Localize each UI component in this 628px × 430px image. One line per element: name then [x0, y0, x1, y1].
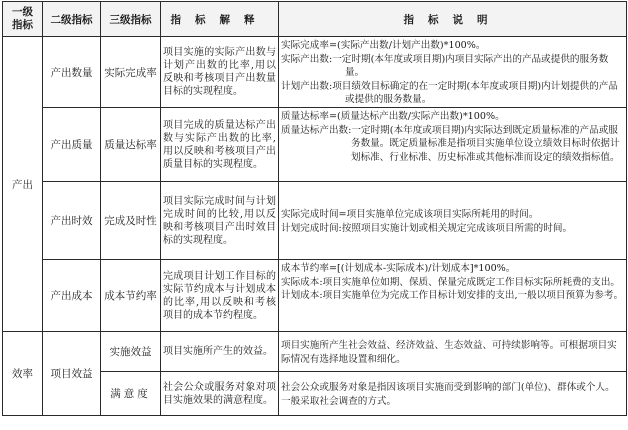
group-efficiency: 效率	[3, 332, 43, 416]
table-header-row	[3, 2, 627, 37]
explanation-cell	[279, 372, 627, 416]
definition-cell: 项目实施所产生的效益。	[161, 332, 279, 372]
level2-cell: 产出成本	[43, 260, 101, 332]
definition-cell: 项目实施的实际产出数与计划产出数的比率,用以反映和考核项目产出数量目标的实现程度。	[161, 37, 279, 108]
level3-cell: 实施效益	[101, 332, 161, 372]
table-row	[3, 260, 627, 332]
table-row	[3, 332, 627, 372]
explanation-cell	[279, 37, 627, 108]
indicator-table	[2, 1, 627, 416]
explanation-line: 质量达标产出数:一定时期(本年度或项目期)内实际达到既定质量标准的产品或服务数量。既定质量标准是指项目实施单位设立绩效目标时依据计划标准、行业标准、历史标准或其他标准而设定的绩效指标值。	[281, 124, 620, 163]
definition-cell: 项目实际完成时间与计划完成时间的比较,用以反映和考核项目产出时效目标的实现程度。	[161, 182, 279, 260]
explanation-line: 计划成本:项目实施单位为完成工作目标计划安排的支出,一般以项目预算为参考。	[281, 290, 624, 301]
table-row	[3, 37, 627, 108]
header-definition: 指标解释	[161, 2, 279, 37]
header-level1-text: 一级 指标	[12, 6, 33, 31]
level2-cell: 产出数量	[43, 37, 101, 108]
level3-cell: 满意度	[101, 372, 161, 416]
explanation-line: 社会公众或服务对象是指因该项目实施而受到影响的部门(单位)、群体或个人。一般采取社会调查的方式。	[281, 382, 615, 407]
table-row	[3, 108, 627, 182]
explanation-line: 实际完成时间=项目实施单位完成该项目实际所耗用的时间。	[281, 209, 539, 220]
definition-cell: 项目完成的质量达标产出数与实际产出数的比率,用以反映和考核项目产出质量目标的实现程度。	[161, 108, 279, 182]
explanation-line: 计划完成时间:按照项目实施计划或相关规定完成该项目所需的时间。	[281, 222, 573, 234]
group-output: 产出	[3, 37, 43, 332]
level3-cell: 质量达标率	[101, 108, 161, 182]
explanation-line: 实际完成率=(实际产出数/计划产出数)*100%。	[281, 40, 486, 51]
level2-cell: 产出质量	[43, 108, 101, 182]
explanation-line: 成本节约率=[(计划成本-实际成本)/计划成本]*100%。	[281, 263, 516, 274]
definition-cell: 完成项目计划工作目标的实际节约成本与计划成本的比率,用以反映和考核项目的成本节约程度。	[161, 260, 279, 332]
explanation-cell	[279, 108, 627, 182]
header-level2: 二级指标	[43, 2, 101, 37]
explanation-line: 项目实施所产生社会效益、经济效益、生态效益、可持续影响等。可根据项目实际情况有选择地设置和细化。	[281, 340, 617, 365]
definition-cell: 社会公众或服务对象对项目实施效果的满意程度。	[161, 372, 279, 416]
header-level3: 三级指标	[101, 2, 161, 37]
explanation-line: 质量达标率=(质量达标产出数/实际产出数)*100%。	[281, 111, 505, 122]
explanation-line: 实际成本:项目实施单位如期、保质、保量完成既定工作目标实际所耗费的支出。	[281, 276, 621, 288]
header-explanation: 指标说明	[279, 2, 627, 37]
level2-cell: 项目效益	[43, 332, 101, 416]
explanation-cell	[279, 182, 627, 260]
explanation-line: 计划产出数:项目绩效目标确定的在一定时期(本年度或项目期)内计划提供的产品或提供的服务数量。	[281, 80, 618, 105]
explanation-line: 实际产出数:一定时期(本年度或项目期)内项目实际产出的产品或提供的服务数量。	[281, 53, 609, 78]
level3-cell: 实际完成率	[101, 37, 161, 108]
explanation-cell	[279, 260, 627, 332]
table-row	[3, 182, 627, 260]
level3-cell: 完成及时性	[101, 182, 161, 260]
level3-cell: 成本节约率	[101, 260, 161, 332]
level2-cell: 产出时效	[43, 182, 101, 260]
explanation-cell	[279, 332, 627, 372]
header-level1	[3, 2, 43, 37]
